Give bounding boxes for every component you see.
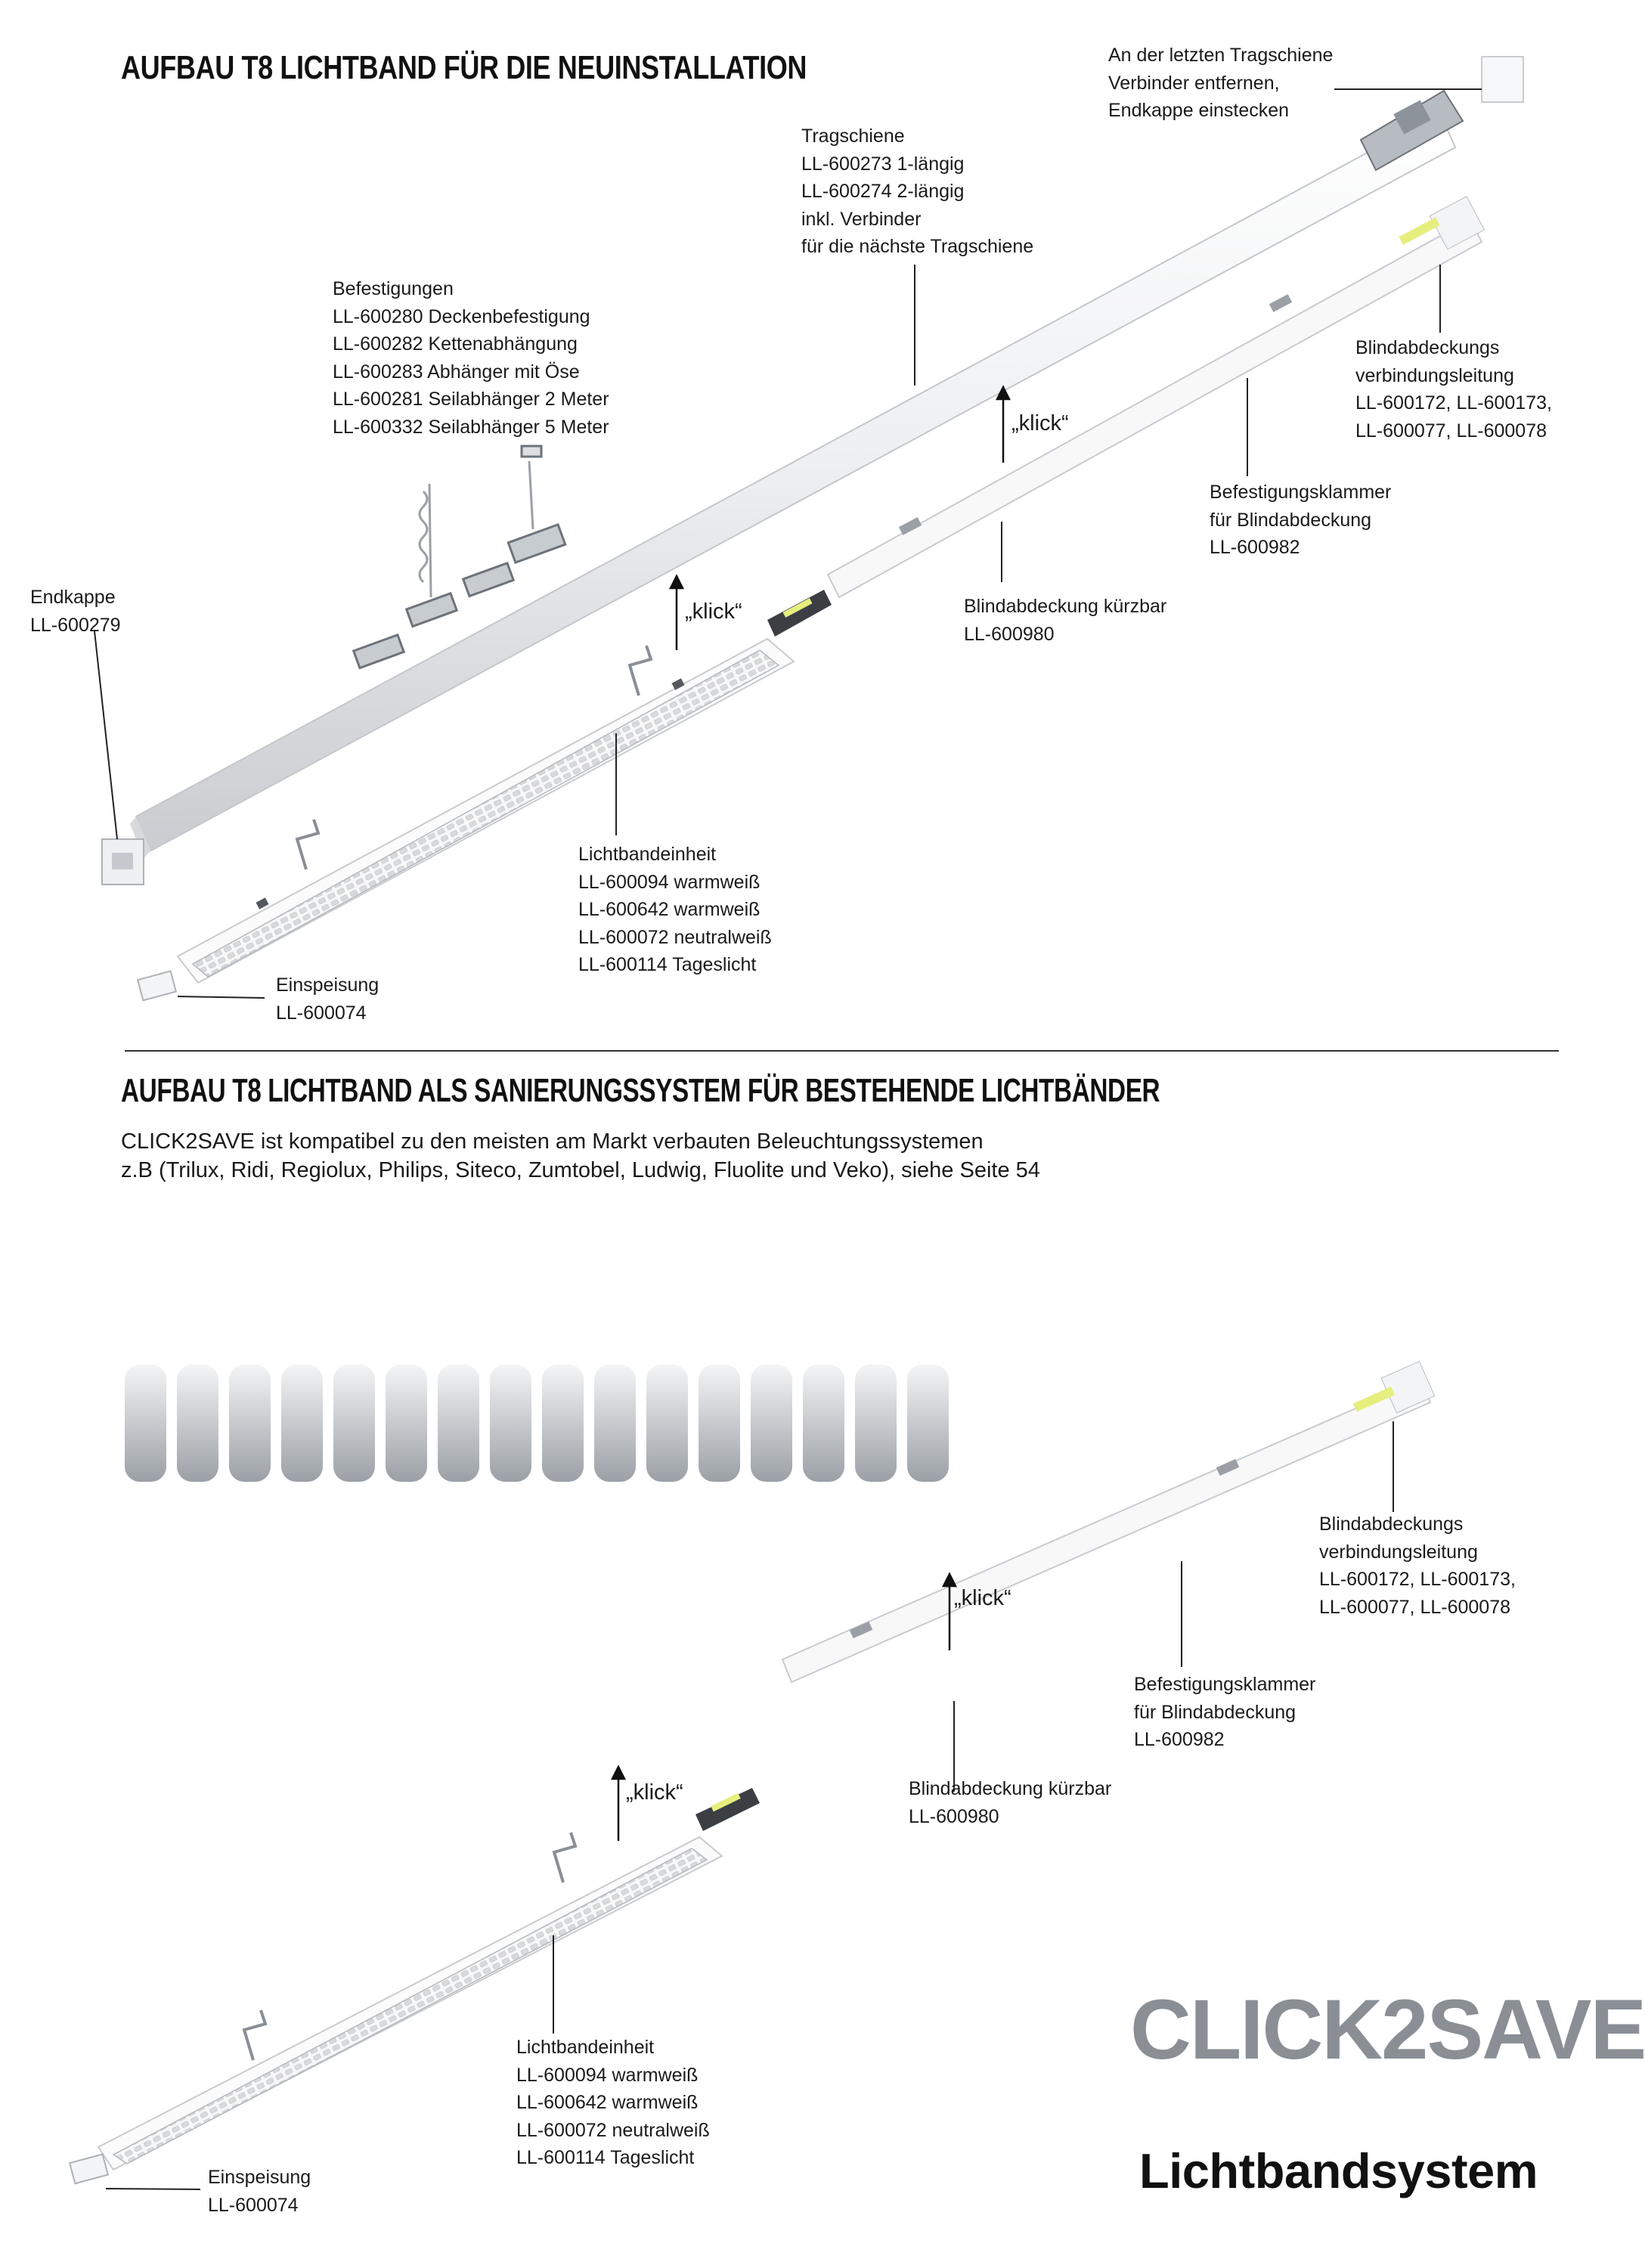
- label-clip: Befestigungsklammer für Blindabdeckung LL-600982: [1210, 482, 1392, 558]
- label-befestigungen: Befestigungen LL-600280 Deckenbefestigung LL-600282 Kettenabhängung LL-600283 Abhänger mit Öse LL-600281 Seilabhänger 2 Meter LL-600332 Seilabhänger 5 Meter: [333, 278, 609, 438]
- label-light-unit: Lichtbandeinheit LL-600094 warmweiß LL-600642 warmweiß LL-600072 neutralweiß LL-600114 Tageslicht: [578, 844, 772, 975]
- compat-text-brands: z.B (Trilux, Ridi, Regiolux, Philips, Siteco, Zumtobel, Ludwig, Fluolite und Veko), siehe Seite 54: [121, 1158, 1040, 1182]
- label-endkappe: Endkappe LL-600279: [30, 587, 121, 636]
- klick-label: „klick“: [626, 1780, 683, 1805]
- label-blind-cover: Blindabdeckung kürzbar LL-600980: [909, 1778, 1112, 1827]
- klick-label: „klick“: [954, 1586, 1011, 1610]
- label-feed: Einspeisung LL-600074: [276, 974, 379, 1024]
- label-blind-cover: Blindabdeckung kürzbar LL-600980: [964, 596, 1167, 645]
- label-blind-connection: Blindabdeckungs verbindungsleitung LL-600172, LL-600173, LL-600077, LL-600078: [1319, 1514, 1516, 1618]
- label-tragschiene: Tragschiene LL-600273 1-längig LL-600274 2-längig inkl. Verbinder für die nächste Tragschiene: [801, 125, 1034, 257]
- bottom-heading: AUFBAU T8 LICHTBAND ALS SANIERUNGSSYSTEM FÜR BESTEHENDE LICHTBÄNDER: [121, 1072, 1160, 1109]
- logo-wordmark: CLICK2SAVE: [1130, 1982, 1645, 2077]
- click2save-logo: [1130, 1981, 1645, 2245]
- feed-bottom: [70, 2155, 108, 2184]
- logo-subtitle: Lichtbandsystem: [1139, 2143, 1538, 2198]
- label-blind-connection: Blindabdeckungs verbindungsleitung LL-600172, LL-600173, LL-600077, LL-600078: [1355, 337, 1552, 442]
- top-heading: AUFBAU T8 LICHTBAND FÜR DIE NEUINSTALLATION: [121, 49, 807, 86]
- label-feed: Einspeisung LL-600074: [208, 2167, 311, 2216]
- klick-label: „klick“: [685, 600, 742, 624]
- feed-top: [138, 971, 176, 1001]
- label-clip: Befestigungsklammer für Blindabdeckung LL-600982: [1134, 1674, 1316, 1750]
- klick-label: „klick“: [1011, 411, 1069, 435]
- rail-profile-gallery: [125, 1365, 949, 1482]
- compat-text: CLICK2SAVE ist kompatibel zu den meisten am Markt verbauten Beleuchtungssystemen: [121, 1129, 984, 1154]
- label-last-rail: An der letzten Tragschiene Verbinder entfernen, Endkappe einstecken: [1108, 45, 1334, 121]
- label-light-unit: Lichtbandeinheit LL-600094 warmweiß LL-600642 warmweiß LL-600072 neutralweiß LL-600114 Tageslicht: [516, 2037, 710, 2168]
